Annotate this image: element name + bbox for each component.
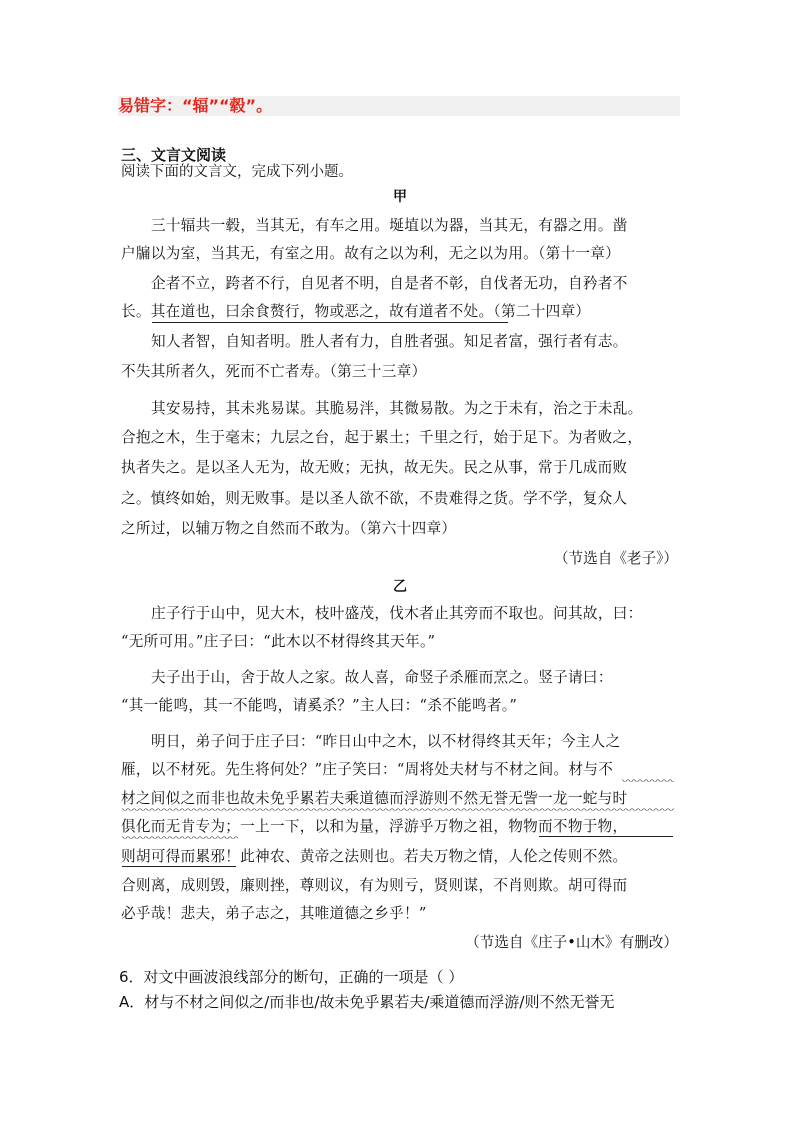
passage-b-line: 俱化而无肯专为；一上一下，以和为量，浮游乎万物之祖，物物而不物于物， bbox=[121, 818, 628, 835]
passage-b-line: 庄子行于山中，见大木，枝叶盛茂，伐木者止其旁而不取也。问其故，曰： bbox=[151, 605, 643, 622]
underline-wavy bbox=[122, 836, 238, 840]
passage-a-mark: 甲 bbox=[393, 189, 407, 205]
passage-b-line: 则胡可得而累邪！此神农、黄帝之法则也。若夫万物之情，人伦之传则不然。 bbox=[121, 848, 628, 865]
passage-a-line: 三十辐共一毂，当其无，有车之用。埏埴以为器，当其无，有器之用。凿 bbox=[151, 217, 628, 234]
underline-solid bbox=[122, 866, 236, 867]
passage-a-line: 之。慎终如始，则无败事。是以圣人欲不欲，不贵难得之货。学不学，复众人 bbox=[121, 490, 628, 507]
question-stem: 6．对文中画波浪线部分的断句，正确的一项是（ ） bbox=[119, 968, 464, 986]
passage-a-line: 户牖以为室，当其无，有室之用。故有之以为利，无之以为用。（第十一章） bbox=[121, 245, 621, 262]
passage-b-line: 合则离，成则毁，廉则挫，尊则议，有为则亏，贤则谋，不肖则欺。胡可得而 bbox=[121, 877, 628, 894]
underline-solid bbox=[539, 836, 673, 837]
passage-a-source: （节选自《老子》） bbox=[553, 550, 678, 567]
passage-b-line: 雁，以不材死。先生将何处？”庄子笑曰：“周将处夫材与不材之间。材与不 bbox=[121, 761, 614, 778]
passage-b-mark: 乙 bbox=[393, 579, 407, 595]
passage-b-line: 夫子出于山，舍于故人之家。故人喜，命竖子杀雁而烹之。竖子请曰： bbox=[151, 669, 613, 686]
passage-a-line: 之所过，以辅万物之自然而不敢为。（第六十四章） bbox=[121, 520, 457, 537]
section-title: 三、文言文阅读 bbox=[121, 146, 227, 164]
passage-a-line: 执者失之。是以圣人无为，故无败；无执，故无失。民之从事，常于几成而败 bbox=[121, 459, 628, 476]
passage-b-line: 明日，弟子问于庄子曰：“昨日山中之木，以不材得终其天年；今主人之 bbox=[151, 733, 621, 750]
passage-a-line: 不失其所者久，死而不亡者寿。（第三十三章） bbox=[121, 363, 427, 380]
passage-a-line: 企者不立，跨者不行，自见者不明，自是者不彰，自伐者无功，自矜者不 bbox=[151, 275, 628, 292]
underline-solid bbox=[152, 322, 508, 323]
error-prone-characters-note: 易错字：“辐”“毂”。 bbox=[118, 96, 680, 116]
passage-a-line: 其安易持，其未兆易谋。其脆易泮，其微易散。为之于未有，治之于未乱。 bbox=[151, 400, 643, 417]
passage-b-line: “其一能鸣，其一不能鸣，请奚杀？”主人曰：“杀不能鸣者。” bbox=[121, 697, 518, 714]
passage-b-line: 材之间似之而非也故未免乎累若夫乘道德而浮游则不然无誉无訾一龙一蛇与时 bbox=[121, 790, 628, 807]
question-option-a: A．材与不材之间似之/而非也/故未免乎累若夫/乘道德而浮游/则不然无誉无 bbox=[119, 993, 615, 1011]
passage-b-source: （节选自《庄子•山木》有删改） bbox=[465, 934, 678, 951]
underline-wavy bbox=[122, 808, 674, 812]
section-instruction: 阅读下面的文言文，完成下列小题。 bbox=[121, 164, 353, 180]
passage-a-line: 合抱之木，生于毫末；九层之台，起于累土；千里之行，始于足下。为者败之， bbox=[121, 429, 643, 446]
underline-wavy bbox=[622, 779, 674, 783]
passage-b-line: 必乎哉！悲夫，弟子志之，其唯道德之乡乎！” bbox=[121, 905, 427, 922]
passage-a-line: 知人者智，自知者明。胜人者有力，自胜者强。知足者富，强行者有志。 bbox=[151, 333, 628, 350]
passage-b-line: “无所可用。”庄子曰：“此木以不材得终其天年。” bbox=[121, 633, 436, 650]
passage-a-line: 长。其在道也，曰余食赘行，物或恶之，故有道者不处。（第二十四章） bbox=[121, 303, 591, 320]
